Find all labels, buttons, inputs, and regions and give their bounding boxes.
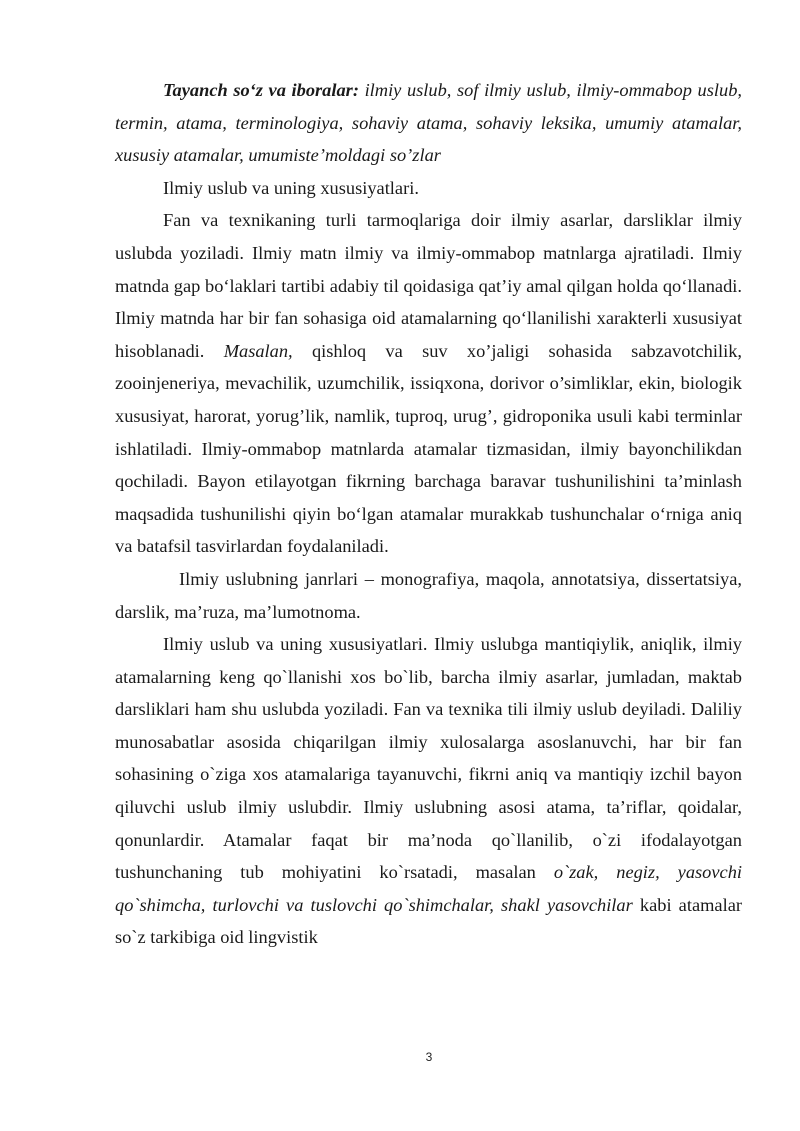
keywords-label: Tayanch so‘z va iboralar: [163, 80, 359, 100]
paragraph-3-text-a: Ilmiy uslub va uning xususiyatlari. Ilmiy uslubga mantiqiylik, aniqlik, ilmiy atamalarning keng qo`llanishi xos bo`lib, barcha ilmiy asarlar, jumladan, maktab darsliklari ham shu uslubda yoziladi. Fan va texnika tili ilmiy uslub deyiladi. Daliliy munosabatlar asosida chiqarilgan ilmiy xulosalarga asoslanuvchi, har bir fan sohasining o`ziga xos atamalariga tayanuvchi, fikrni aniq va mantiqiy izchil bayon qiluvchi uslub ilmiy uslubdir. Ilmiy uslubning asosi atama, ta’riflar, qoidalar, qonunlardir. Atamalar faqat bir ma’noda qo`llanilib, o`zi ifodalayotgan tushunchaning tub mohiyatini ko`rsatadi, masalan [115, 634, 742, 883]
keywords-list: ilmiy uslub, sof ilmiy uslub, ilmiy-ommabop uslub, termin, atama, terminologiya, sohaviy atama, sohaviy leksika, umumiy atamalar, xususiy atamalar, umumiste’moldagi so’zlar [115, 80, 742, 166]
paragraph-3-text-b: kabi atamalar so`z tarkibiga oid lingvistik [115, 894, 742, 948]
paragraph-1-example-word: Masalan, [223, 340, 293, 361]
page-number: 3 [425, 1050, 433, 1064]
keywords-paragraph [115, 74, 742, 172]
paragraph-1-text-a: Fan va texnikaning turli tarmoqlariga doir ilmiy asarlar, darsliklar ilmiy uslubda yoziladi. Ilmiy matn ilmiy va ilmiy-ommabop matnlarga ajratiladi. Ilmiy matnda gap bo‘laklari tartibi adabiy til qoidasiga qat’iy amal qilgan holda qo‘llanadi. Ilmiy matnda har bir fan sohasiga oid atamalarning qo‘llanilishi xarakterli xususiyat hisoblanadi. [115, 210, 742, 361]
body-paragraph-1 [115, 204, 742, 563]
paragraph-1-text-b: qishloq va suv xo’jaligi sohasida sabzavotchilik, zooinjeneriya, mevachilik, uzumchilik, issiqxona, dorivor o’simliklar, ekin, biologik xususiyat, harorat, yorug’lik, namlik, tuproq, urug’, gidroponika usuli kabi terminlar ishlatiladi. Ilmiy-ommabop matnlarda atamalar tizmasidan, ilmiy bayonchilikdan qochiladi. Bayon etilayotgan fikrning barchaga baravar tushunilishini ta’minlash maqsadida tushunilishi qiyin bo‘lgan atamalar murakkab tushunchalar o‘rniga aniq va batafsil tasvirlardan foydalaniladi. [115, 340, 742, 557]
body-paragraph-2: Ilmiy uslubning janrlari – monografiya, maqola, annotatsiya, dissertatsiya, darslik, ma’ruza, ma’lumotnoma. [115, 568, 742, 622]
section-heading: Ilmiy uslub va uning xususiyatlari. [163, 177, 419, 198]
body-paragraph-3 [115, 628, 742, 954]
paragraph-3-examples: o`zak, negiz, yasovchi qo`shimcha, turlovchi va tuslovchi qo`shimchalar, shakl yasovchilar [115, 862, 743, 915]
